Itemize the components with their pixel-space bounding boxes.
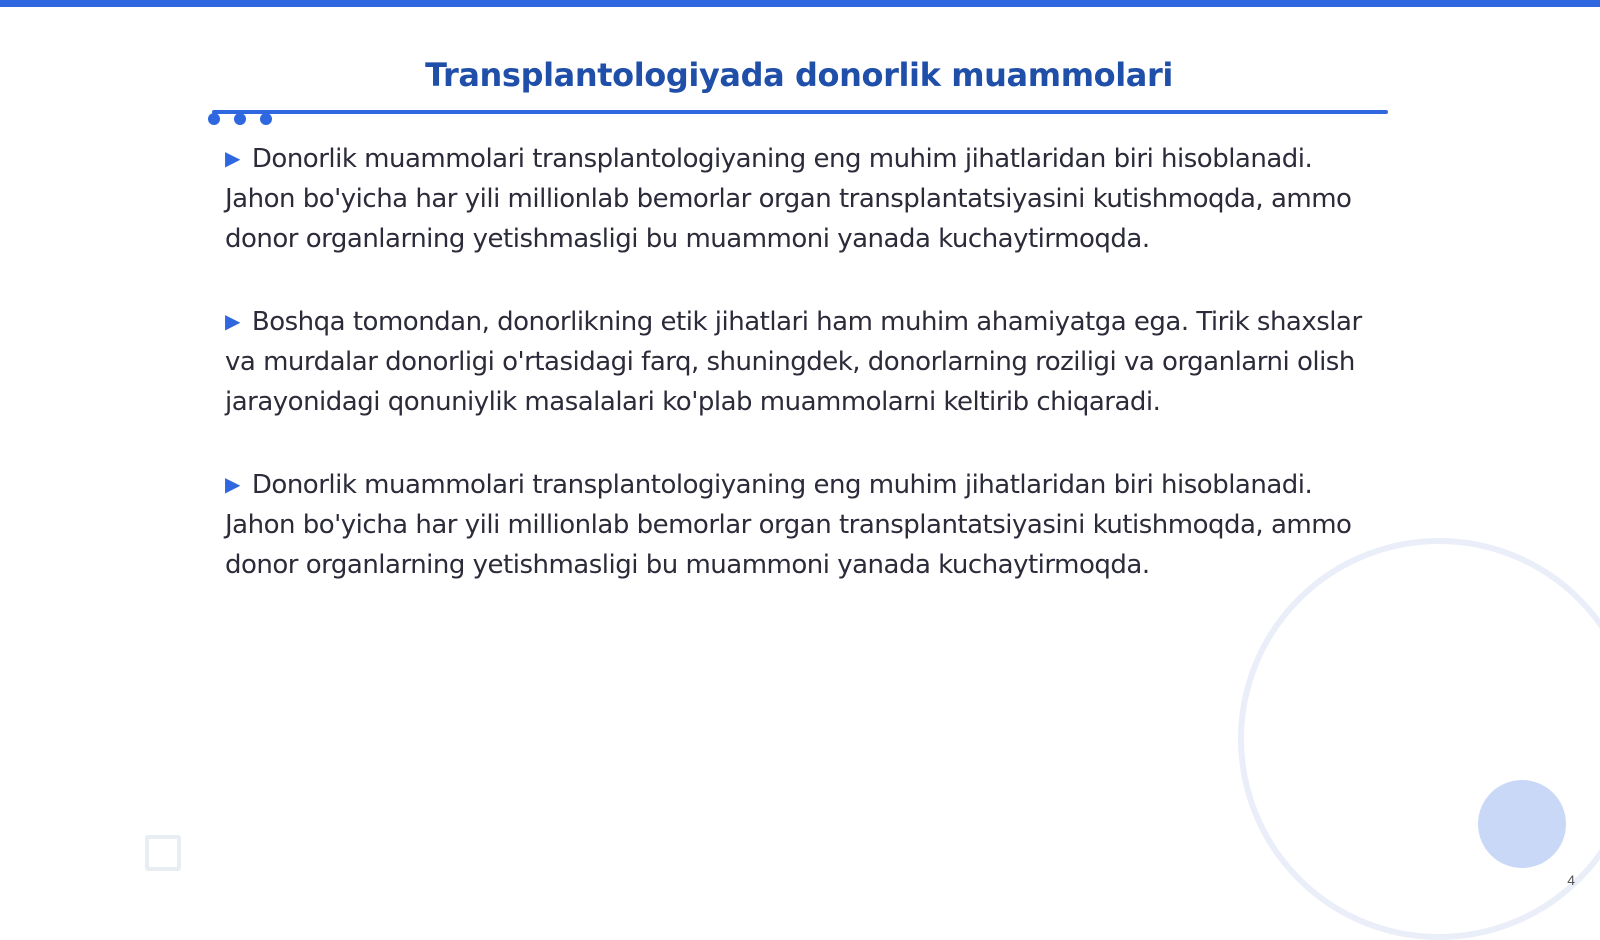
triangle-right-icon: ▶	[225, 309, 240, 333]
slide-title: Transplantologiyada donorlik muammolari	[425, 56, 1173, 94]
bullet-paragraph	[225, 301, 1385, 422]
paragraph-text: Donorlik muammolari transplantologiyaning eng muhim jihatlaridan biri hisoblanadi. Jahon bo'yicha har yili millionlab bemorlar organ transplantatsiyasini kutishmoqda, ammo donor organlarning yetishmasligi bu muammoni yanada kuchaytirmoqda.	[225, 144, 1352, 254]
decor-square	[145, 835, 181, 871]
paragraph-text: Donorlik muammolari transplantologiyaning eng muhim jihatlaridan biri hisoblanadi. Jahon bo'yicha har yili millionlab bemorlar organ transplantatsiyasini kutishmoqda, ammo donor organlarning yetishmasligi bu muammoni yanada kuchaytirmoqda.	[225, 470, 1352, 580]
page-number: 4	[1567, 872, 1575, 888]
decor-dot-icon	[234, 113, 246, 125]
triangle-right-icon: ▶	[225, 472, 240, 496]
bullet-paragraph	[225, 464, 1385, 585]
top-accent-bar	[0, 0, 1600, 7]
triangle-right-icon: ▶	[225, 146, 240, 170]
slide-body	[225, 138, 1385, 627]
title-underline	[212, 110, 1388, 114]
bullet-paragraph	[225, 138, 1385, 259]
decor-dot-icon	[208, 113, 220, 125]
paragraph-text: Boshqa tomondan, donorlikning etik jihatlari ham muhim ahamiyatga ega. Tirik shaxslar va murdalar donorligi o'rtasidagi farq, shuningdek, donorlarning roziligi va organlarni olish jarayonidagi qonuniylik masalalari ko'plab muammolarni keltirib chiqaradi.	[225, 307, 1362, 417]
decor-dot-icon	[260, 113, 272, 125]
decor-bubble	[1478, 780, 1566, 868]
